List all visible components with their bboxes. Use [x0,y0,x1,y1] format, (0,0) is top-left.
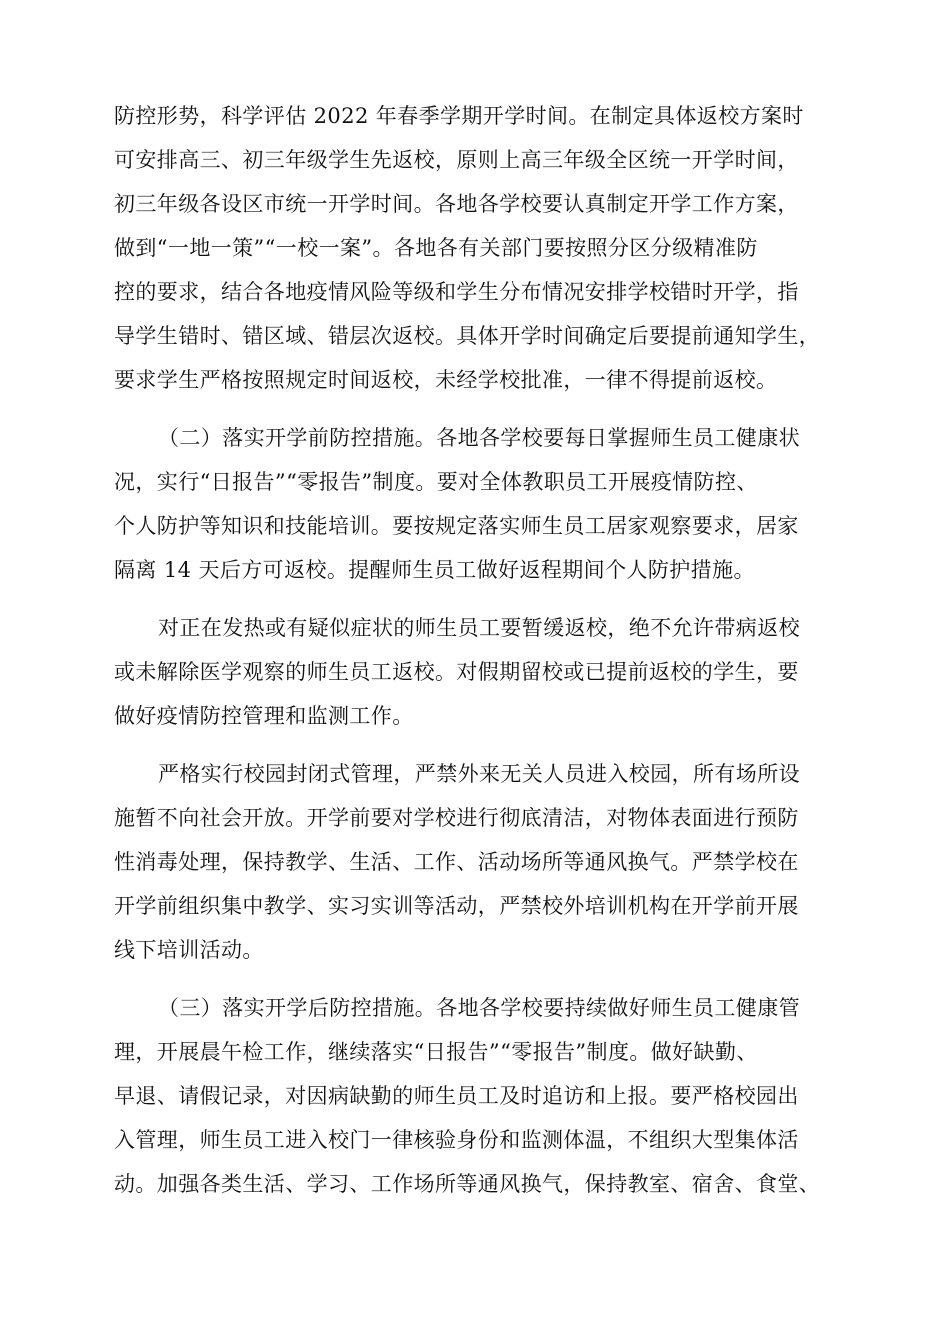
paragraph-line: 或未解除医学观察的师生员工返校。对假期留校或已提前返校的学生，要 [114,660,799,684]
paragraph-line: 动。加强各类生活、学习、工作场所等通风换气，保持教室、宿舍、食堂、 [114,1172,821,1196]
paragraph-line: 要求学生严格按照规定时间返校，未经学校批准，一律不得提前返校。 [114,368,778,392]
paragraph-line: 严格实行校园封闭式管理，严禁外来无关人员进入校园，所有场所设 [158,762,800,786]
paragraph-line: 施暂不向社会开放。开学前要对学校进行彻底清洁，对物体表面进行预防 [114,806,799,830]
paragraph-line: 防控形势，科学评估 2022 年春季学期开学时间。在制定具体返校方案时 [114,104,804,128]
paragraph-line: 导学生错时、错区域、错层次返校。具体开学时间确定后要提前通知学生， [114,324,821,348]
paragraph-line: 隔离 14 天后方可返校。提醒师生员工做好返程期间个人防护措施。 [114,558,755,582]
paragraph-line: 做好疫情防控管理和监测工作。 [114,704,414,728]
paragraph-line: 做到“一地一策”“一校一案”。各地各有关部门要按照分区分级精准防 [114,236,758,260]
paragraph-line: 可安排高三、初三年级学生先返校，原则上高三年级全区统一开学时间， [114,148,799,172]
paragraph-line: 性消毒处理，保持教学、生活、工作、活动场所等通风换气。严禁学校在 [114,850,799,874]
paragraph-line: 线下培训活动。 [114,938,264,962]
paragraph-line: 理，开展晨午检工作，继续落实“日报告”“零报告”制度。做好缺勤、 [114,1040,758,1064]
paragraph-line: 对正在发热或有疑似症状的师生员工要暂缓返校，绝不允许带病返校 [158,616,800,640]
paragraph-line: 况，实行“日报告”“零报告”制度。要对全体教职员工开展疫情防控、 [114,470,758,494]
paragraph-line: 早退、请假记录，对因病缺勤的师生员工及时追访和上报。要严格校园出 [114,1084,799,1108]
paragraph-line: 开学前组织集中教学、实习实训等活动，严禁校外培训机构在开学前开展 [114,894,799,918]
paragraph-line: 个人防护等知识和技能培训。要按规定落实师生员工居家观察要求，居家 [114,514,799,538]
paragraph-line: 入管理，师生员工进入校门一律核验身份和监测体温，不组织大型集体活 [114,1128,799,1152]
paragraph-line: 控的要求，结合各地疫情风险等级和学生分布情况安排学校错时开学，指 [114,280,799,304]
paragraph-line: 初三年级各设区市统一开学时间。各地各学校要认真制定开学工作方案， [114,192,799,216]
paragraph-line: （三）落实开学后防控措施。各地各学校要持续做好师生员工健康管 [158,996,800,1020]
paragraph-line: （二）落实开学前防控措施。各地各学校要每日掌握师生员工健康状 [158,426,800,450]
